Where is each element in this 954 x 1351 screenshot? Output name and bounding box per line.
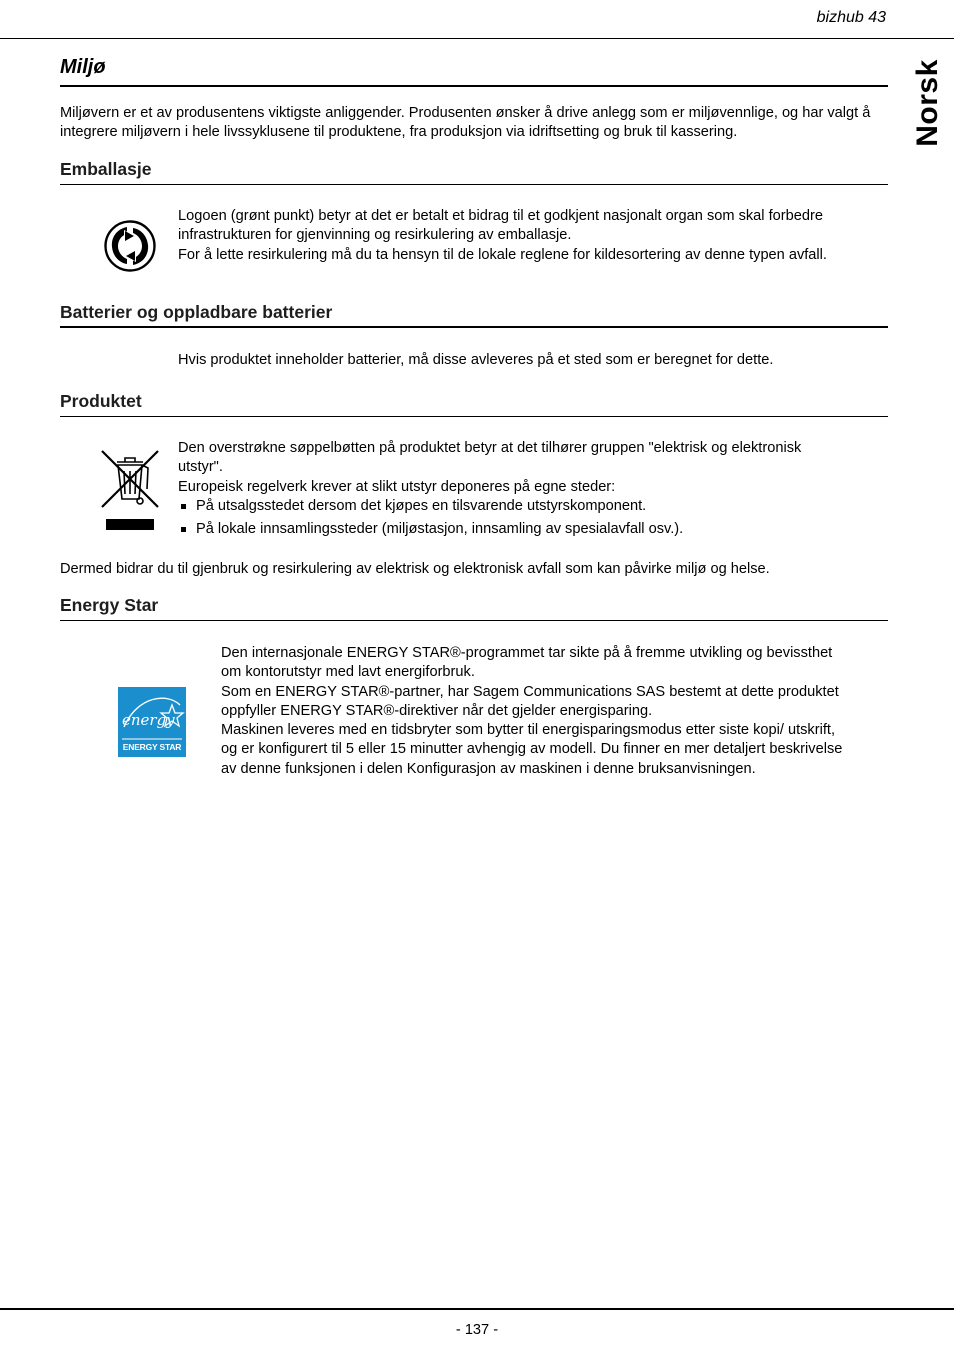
section-title-batteries: Batterier og oppladbare batterier — [60, 302, 333, 322]
packaging-line-1: Logoen (grønt punkt) betyr at det er betalt et bidrag til et godkjent nasjonalt organ som skal forbedre infrastrukturen for gjenvinning og resirkulering av emballasje. — [178, 208, 823, 244]
product-bullet-list — [178, 497, 828, 540]
section-title-packaging: Emballasje — [60, 159, 152, 179]
section-rule-batteries — [60, 326, 888, 328]
page-title: Miljø — [60, 56, 106, 78]
section-rule-packaging — [60, 184, 888, 185]
energy-text — [221, 644, 851, 779]
energy-line-3: Maskinen leveres med en tidsbryter som bytter til energisparingsmodus etter siste kopi/ utskrift, og er konfigurert til 5 eller 15 minutter avhengig av modell. Du finner en mer detaljert beskrivelse av denne funksjonen i delen Konfigurasjon av maskinen i denne bruksanvisningen. — [221, 722, 843, 777]
section-rule-energy — [60, 620, 888, 621]
page-number: - 137 - — [455, 1322, 499, 1338]
list-item: På lokale innsamlingssteder (miljøstasjon, innsamling av spesialavfall osv.). — [178, 520, 828, 539]
product-line-2: Europeisk regelverk krever at slikt utstyr deponeres på egne steder: — [178, 478, 616, 495]
header-rule — [0, 38, 954, 39]
product-text — [178, 439, 828, 543]
energy-logo-label: ENERGY STAR — [122, 742, 182, 752]
title-rule — [60, 85, 888, 87]
product-closing-text: Dermed bidrar du til gjenbruk og resirkulering av elektrisk og elektronisk avfall som kan påvirke miljø og helse. — [60, 561, 770, 577]
packaging-line-2: For å lette resirkulering må du ta hensyn til de lokale reglene for kildesortering av denne typen avfall. — [178, 246, 827, 263]
green-dot-recycling-icon — [103, 219, 157, 273]
footer-rule — [0, 1308, 954, 1310]
product-line-1: Den overstrøkne søppelbøtten på produktet betyr at det tilhører gruppen "elektrisk og elektronisk utstyr". — [178, 440, 802, 476]
energy-line-2: Som en ENERGY STAR®-partner, har Sagem Communications SAS bestemt at dette produktet oppfyller ENERGY STAR®-direktiver når det gjelder energisparing. — [221, 683, 839, 719]
header-product-name: bizhub 43 — [816, 9, 886, 26]
energy-logo-script: energy — [122, 711, 175, 729]
section-title-energy: Energy Star — [60, 595, 159, 615]
section-title-product: Produktet — [60, 391, 142, 411]
packaging-text — [178, 207, 878, 265]
energy-line-1: Den internasjonale ENERGY STAR®-programmet tar sikte på å fremme utvikling og bevissthet om kontorutstyr med lavt energiforbruk. — [221, 645, 833, 681]
intro-paragraph: Miljøvern er et av produsentens viktigste anliggender. Produsenten ønsker å drive anlegg som er miljøvennlige, og har valgt å integrere miljøvern i hele livssyklusene til produktene, fra produksjon via idriftsetting og bruk til kassering. — [60, 105, 871, 141]
side-language-tab — [908, 58, 948, 148]
batteries-text: Hvis produktet inneholder batterier, må disse avleveres på et sted som er beregnet for dette. — [178, 352, 774, 368]
section-rule-product — [60, 416, 888, 417]
energy-star-logo-icon — [118, 687, 186, 757]
crossed-out-wheelie-bin-icon — [100, 449, 160, 533]
side-language-label: Norsk — [911, 59, 944, 147]
list-item: På utsalgsstedet dersom det kjøpes en tilsvarende utstyrskomponent. — [178, 497, 828, 516]
